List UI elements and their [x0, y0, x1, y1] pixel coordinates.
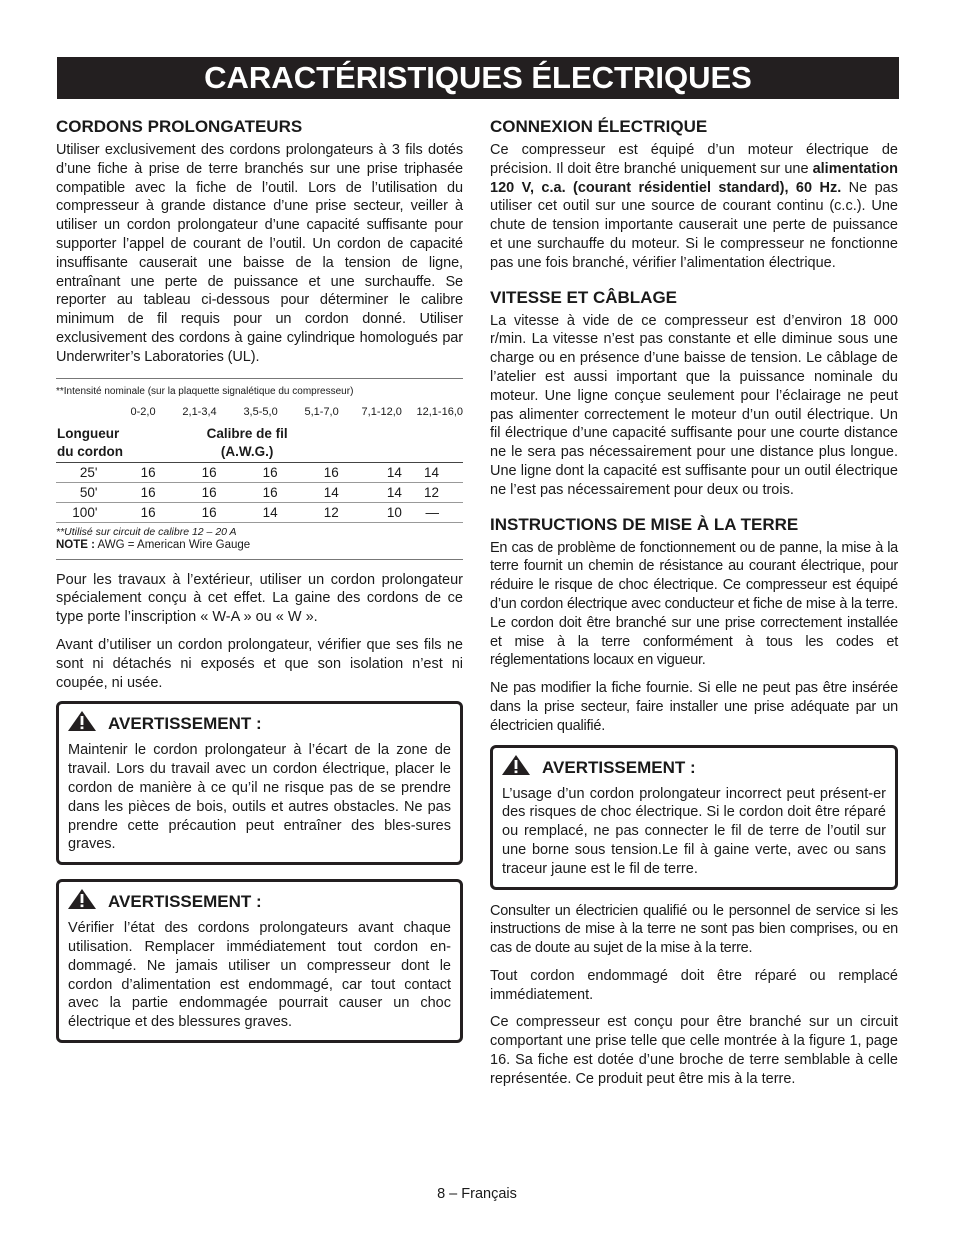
cordons-paragraph: Utiliser exclusivement des cordons prolongateurs à 3 fils dotés d’une fiche à prise de terre branchés sur une prise triphasée compatible avec la fiche de l’outil. Lors de l’utilisation du compresseur à grande distance d’une prise secteur, veiller à utiliser un cordon prolongateur d’une capacité suffisante pour supporter l’appel de courant de l’outil. Un cordon de capacité insuffisante causerait une baisse de la tension de ligne, entraînant une perte de puissance et une surchauffe. Se reporter au tableau ci-dessous pour déterminer le calibre minimum de fil requis pour un cordon donné. Utiliser exclusivement des cordons à gaine cylindrique homologués par Underwriter’s Laboratories (UL). — [56, 142, 463, 365]
range-cell: 2,1-3,4 — [182, 405, 217, 418]
table-footnote: **Utilisé sur circuit de calibre 12 – 20 A — [56, 525, 237, 538]
table-note-awg — [56, 539, 463, 560]
table-cell: 16 — [107, 462, 155, 482]
table-cell: 12 — [402, 482, 463, 502]
table-cell: 16 — [156, 482, 217, 502]
table-cell: 12 — [278, 502, 339, 522]
table-row — [56, 482, 463, 502]
vitesse-heading: VITESSE ET CÂBLAGE — [490, 287, 678, 307]
table-cell: 14 — [217, 502, 278, 522]
warning-heading-text: AVERTISSEMENT : — [108, 714, 262, 734]
outdoor-paragraph: Pour les travaux à l’extérieur, utiliser un cordon prolongateur spécialement conçu à cet effet. La gaine des cordons de ce type porte l’inscription « W-A » ou « W ». — [56, 571, 463, 626]
range-cell: 0-2,0 — [130, 405, 156, 418]
gauge-header — [156, 424, 339, 463]
page-title: CARACTÉRISTIQUES ÉLECTRIQUES — [57, 57, 899, 99]
awg-table-block — [56, 378, 463, 560]
table-cell: 16 — [217, 462, 278, 482]
table-cell: 16 — [156, 462, 217, 482]
warning-box-2 — [56, 879, 463, 1043]
warning-heading-text: AVERTISSEMENT : — [108, 892, 262, 912]
warning-box-1 — [56, 701, 463, 865]
warning-triangle-icon — [68, 889, 96, 915]
right-column — [490, 116, 898, 1098]
terre-paragraph-1: En cas de problème de fonctionnement ou de panne, la mise à la terre fournit un chemin de résistance au courant électrique, pour réduire le risque de choc électrique. Ce compresseur est équipé d’un cordon électrique avec conducteur et fiche de mise à la terre. Le cordon doit être branché sur une prise correctement installée et mise à la terre conformément à tous les codes et réglementations locaux en vigueur. — [490, 539, 898, 669]
connexion-text-a: Ce compresseur est équipé d’un moteur électrique de précision. Il doit être branché uniquement sur une — [490, 142, 898, 177]
note-text: AWG = American Wire Gauge — [94, 538, 251, 551]
table-cell: 100' — [56, 502, 107, 522]
warning-heading-2 — [68, 889, 451, 915]
table-header-row — [56, 424, 463, 463]
table-cell: 14 — [402, 462, 463, 482]
warning-text-3: L’usage d’un cordon prolongateur incorrect peut présent-er des risques de choc électrique. Si le cordon doit être réparé ou remplacé, ne pas connecter le fil de terre de l’outil sur une borne sous tension.Le fil à gaine verte, avec ou sans traceur jaune est le fil de terre. — [502, 785, 886, 877]
warning-heading-text: AVERTISSEMENT : — [542, 757, 696, 777]
length-header — [56, 424, 156, 463]
table-cell: 14 — [339, 482, 402, 502]
warning-text-2: Vérifier l’état des cordons prolongateurs avant chaque utilisation. Remplacer immédiatement tout cordon en-dommagé. Ne jamais utiliser un compresseur dont le cordon d’alimentation est endommagé, car tout contact avec la partie endommagée pourrait causer un choc électrique et des blessures graves. — [68, 920, 451, 1031]
table-note: **Intensité nominale (sur la plaquette signalétique du compresseur) — [56, 378, 463, 403]
connexion-heading: CONNEXION ÉLECTRIQUE — [490, 117, 708, 136]
table-cell: 14 — [339, 462, 402, 482]
consult-paragraph: Consulter un électricien qualifié ou le personnel de service si les instructions de mise à la terre ne sont pas bien comprises, ou en cas de doute au sujet de la mise à la terre. — [490, 902, 898, 957]
note-label: NOTE : — [56, 538, 95, 551]
awg-table — [56, 403, 463, 523]
table-cell: 25' — [56, 462, 107, 482]
amperage-range-row — [56, 403, 463, 424]
table-row — [56, 462, 463, 482]
damaged-cord-paragraph: Tout cordon endommagé doit être réparé ou remplacé immédiatement. — [490, 967, 898, 1003]
connexion-text-b: Ne pas utiliser cet outil sur une source de courant continu (c.c.). Une chute de tension importante causerait une perte de puissance et une surchauffe du moteur. Si le compresseur ne fonctionne pas une fois branché, vérifier l’alimentation électrique. — [490, 179, 898, 271]
warning-heading-3 — [502, 755, 886, 781]
terre-heading: INSTRUCTIONS DE MISE À LA TERRE — [490, 514, 799, 534]
left-column — [56, 116, 463, 1043]
warning-triangle-icon — [502, 755, 530, 781]
terre-paragraph-2: Ne pas modifier la fiche fournie. Si elle ne peut pas être insérée dans la prise secteur, faire installer une prise adéquate par un électricien qualifié. — [490, 680, 898, 734]
table-cell: 16 — [107, 502, 155, 522]
connexion-paragraph — [490, 141, 898, 273]
table-cell: 10 — [339, 502, 402, 522]
gauge-header-line2: (A.W.G.) — [220, 443, 274, 459]
warning-text-1: Maintenir le cordon prolongateur à l’écart de la zone de travail. Lors du travail avec un cordon électrique, placer le cordon de manière à ce qu’il ne risque pas de se prendre dans les pièces de bois, outils et autres obstacles. Ne pas prendre cette précaution peut entraîner des bles-sures graves. — [68, 742, 451, 853]
connexion-text-bold: alimentation 120 V, c.a. (courant résidentiel standard), 60 Hz. — [490, 160, 898, 196]
vitesse-paragraph: La vitesse à vide de ce compresseur est d’environ 18 000 r/min. La vitesse n’est pas constante et elle diminue sous une charge ou en présence d’une baisse de tension. Le câblage de l’atelier est aussi important que la puissance nominale du moteur. Une ligne conçue seulement pour l’éclairage ne peut pas alimenter correctement le moteur d’un outil électrique. Un fil électrique d’une capacité suffisante pour une courte distance ne le sera pas nécessairement pour une distance plus longue. Une ligne dont la capacité est suffisante pour un outil électrique ne l’est pas nécessairement pour deux ou trois. — [490, 312, 898, 498]
warning-triangle-icon — [68, 711, 96, 737]
page-footer: 8 – Français — [437, 1186, 517, 1202]
range-cell: 12,1-16,0 — [416, 405, 463, 418]
length-header-line2: du cordon — [57, 443, 123, 459]
table-cell: 16 — [217, 482, 278, 502]
range-cell: 3,5-5,0 — [243, 405, 278, 418]
range-cell: 5,1-7,0 — [304, 405, 339, 418]
check-paragraph: Avant d’utiliser un cordon prolongateur, vérifier que ses fils ne sont ni détachés ni exposés et que son isolation n’est ni coupée, ni usée. — [56, 636, 463, 691]
table-row — [56, 502, 463, 522]
gauge-header-line1: Calibre de fil — [206, 425, 288, 441]
warning-box-3 — [490, 745, 898, 890]
table-cell: 50' — [56, 482, 107, 502]
warning-heading-1 — [68, 711, 451, 737]
table-cell: — — [402, 502, 463, 522]
length-header-line1: Longueur — [57, 425, 120, 441]
table-cell: 16 — [278, 462, 339, 482]
table-cell: 16 — [107, 482, 155, 502]
cordons-heading: CORDONS PROLONGATEURS — [56, 117, 303, 136]
table-cell: 14 — [278, 482, 339, 502]
range-cell: 7,1-12,0 — [361, 405, 402, 418]
table-cell: 16 — [156, 502, 217, 522]
circuit-paragraph: Ce compresseur est conçu pour être branché sur un circuit comportant une prise telle que celle montrée à la figure 1, page 16. Sa fiche est dotée d’une broche de terre semblable à celle représentée. Ce produit peut être mis à la terre. — [490, 1014, 898, 1087]
